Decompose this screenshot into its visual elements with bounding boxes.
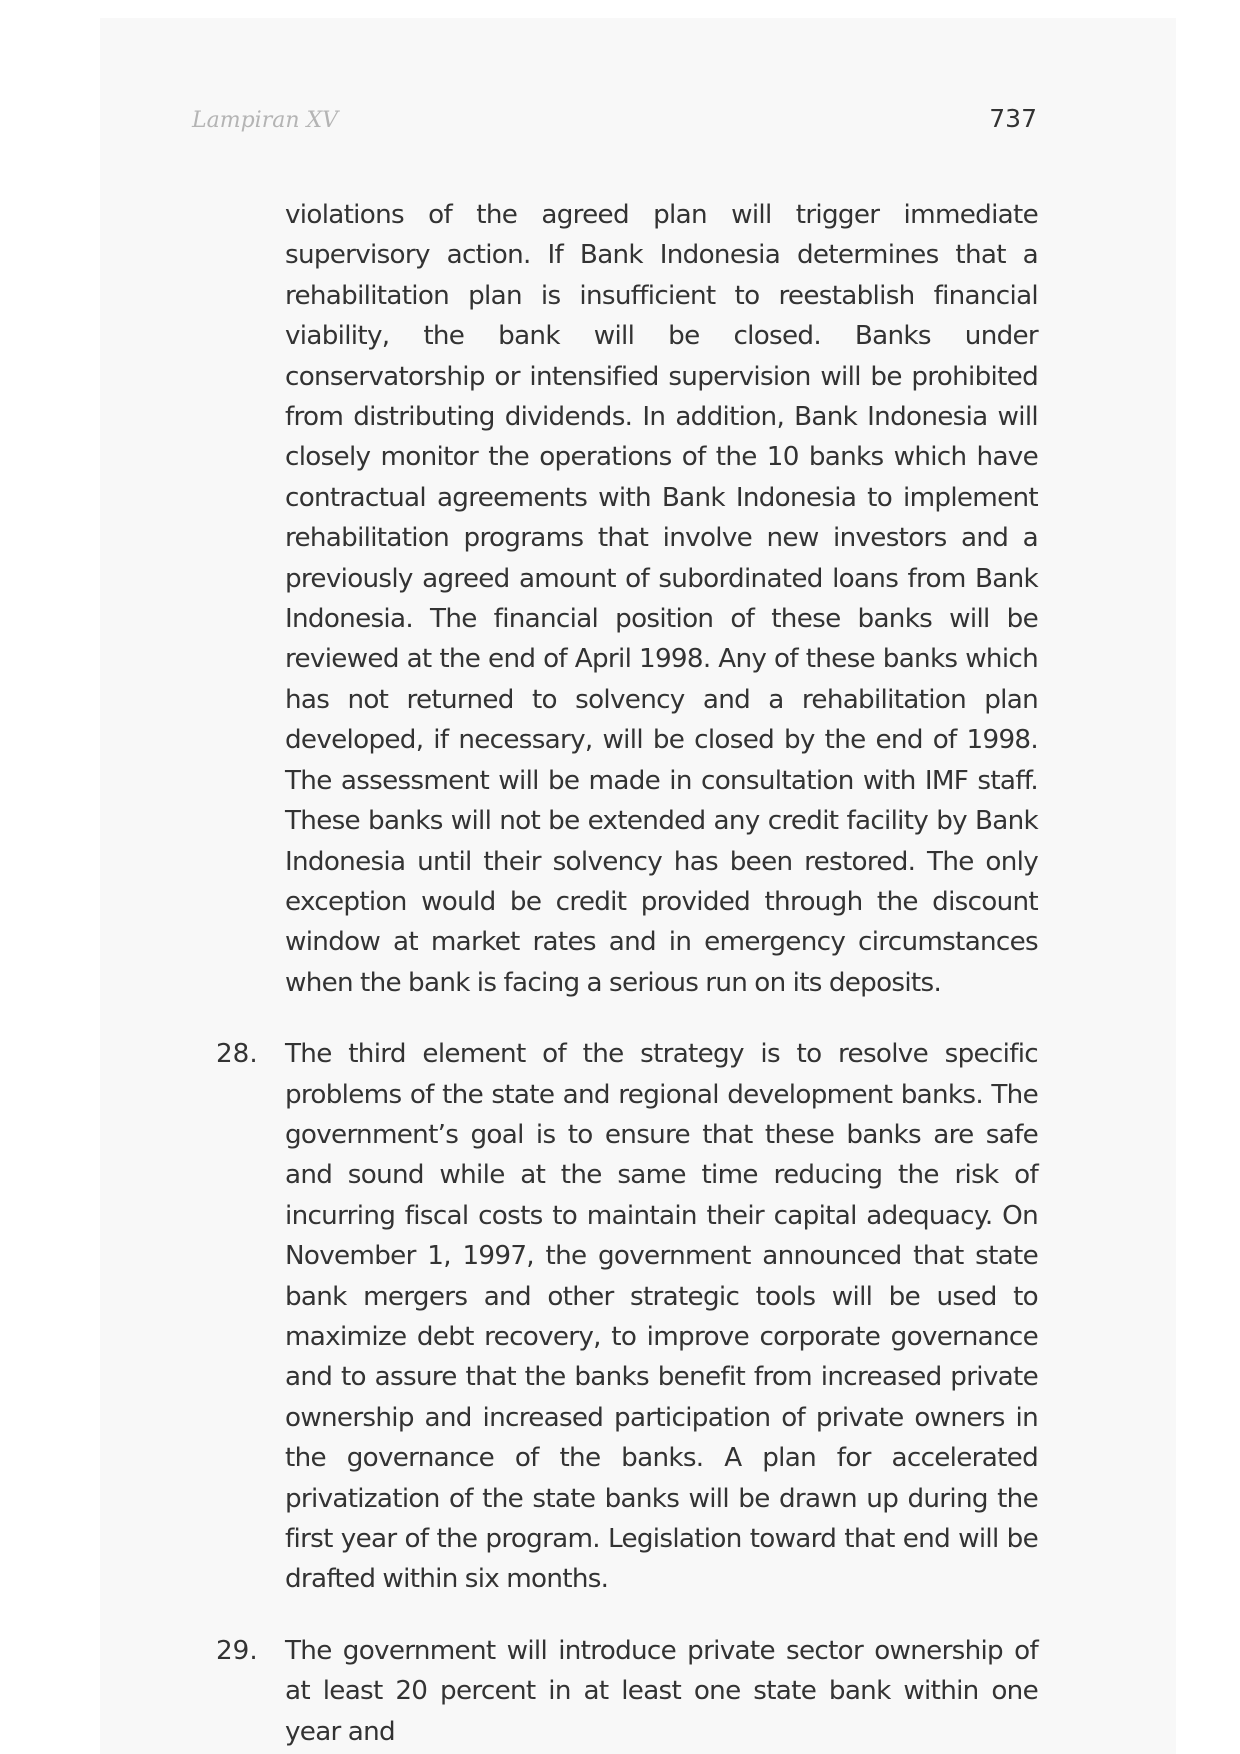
paragraph-text: The government will introduce private sector ownership of at least 20 percent in at least one state bank within one year and bbox=[285, 1635, 1038, 1747]
body-text bbox=[216, 195, 1038, 1752]
paragraph-text: The third element of the strategy is to resolve specific problems of the state and regional development banks. The government’s goal is to ensure that these banks are safe and sound while at the same time reducing the risk of incurring fiscal costs to maintain their capital adequacy. On November 1, 1997, the government announced that state bank mergers and other strategic tools will be used to maximize debt recovery, to improve corporate governance and to assure that the banks benefit from increased private ownership and increased participation of private owners in the governance of the banks. A plan for accelerated privatization of the state banks will be drawn up during the first year of the program. Legislation toward that end will be drafted within six months. bbox=[285, 1039, 1038, 1595]
paragraph-29 bbox=[216, 1631, 1038, 1752]
paragraph-continued bbox=[285, 195, 1038, 1003]
paragraph-number: 29. bbox=[216, 1635, 258, 1666]
paragraph-28 bbox=[216, 1034, 1038, 1600]
page-number: 737 bbox=[989, 104, 1037, 133]
running-head: Lampiran XV bbox=[192, 108, 339, 133]
paragraph-number: 28. bbox=[216, 1039, 258, 1070]
paragraph-text: violations of the agreed plan will trigger immediate supervisory action. If Bank Indonesia determines that a rehabilitation plan is insufficient to reestablish financial viability, the bank will be closed. Banks under conservatorship or intensified supervision will be prohibited from distributing dividends. In addition, Bank Indonesia will closely monitor the operations of the 10 banks which have contractual agreements with Bank Indonesia to implement rehabilitation programs that involve new investors and a previously agreed amount of subordinated loans from Bank Indonesia. The financial position of these banks will be reviewed at the end of April 1998. Any of these banks which has not returned to solvency and a rehabilitation plan developed, if necessary, will be closed by the end of 1998. The assessment will be made in consultation with IMF staff. These banks will not be extended any credit facility by Bank Indonesia until their solvency has been restored. The only exception would be credit provided through the discount window at market rates and in emergency circumstances when the bank is facing a serious run on its deposits. bbox=[285, 200, 1038, 998]
